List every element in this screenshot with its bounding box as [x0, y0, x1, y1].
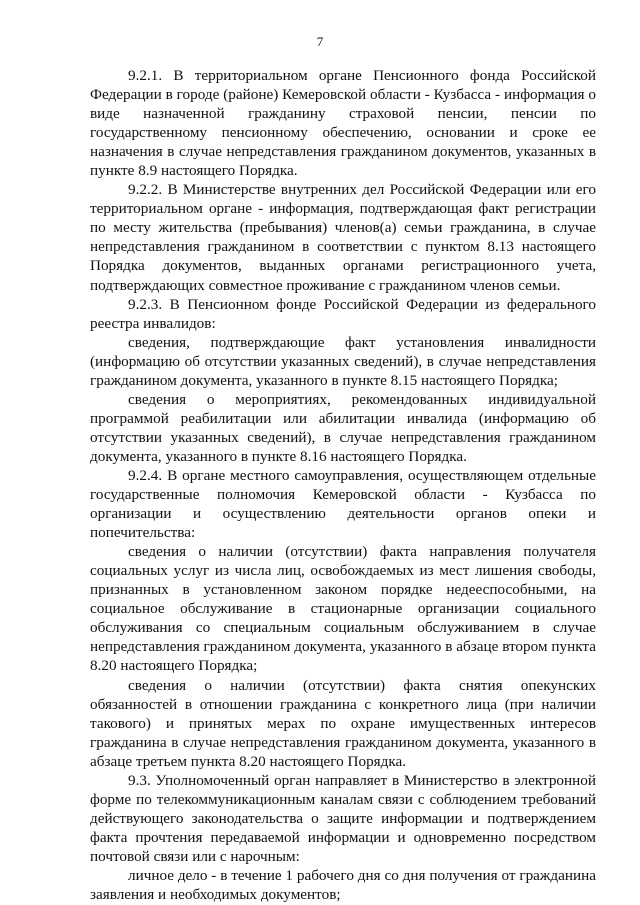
paragraph-9-3: 9.3. Уполномоченный орган направляет в Министерство в электронной форме по телекоммуникационным каналам связи с соблюдением требований действующего законодательства о защите информации и подтверждением факта прочтения передаваемой информации и одновременно посредством почтовой связи или с нарочным:	[90, 771, 596, 865]
paragraph-guardianship-info: сведения о наличии (отсутствии) факта снятия опекунских обязанностей в отношении гражданина с конкретного лица (при наличии такового) и принятых мерах по охране имущественных интересов гражданина в случае непредставления гражданином документа, указанного в абзаце третьем пункта 8.20 настоящего Порядка.	[90, 676, 596, 770]
paragraph-9-2-4: 9.2.4. В органе местного самоуправления, осуществляющем отдельные государственные полномочия Кемеровской области - Кузбасса по организации и осуществлению деятельности органов опеки и попечительства:	[90, 466, 596, 542]
paragraph-9-2-3: 9.2.3. В Пенсионном фонде Российской Федерации из федерального реестра инвалидов:	[90, 295, 596, 332]
page-number: 7	[316, 34, 324, 49]
paragraph-9-2-2: 9.2.2. В Министерстве внутренних дел Российской Федерации или его территориальном органе - информация, подтверждающая факт регистрации по месту жительства (пребывания) членов(а) семьи гражданина, в случае непредставления гражданином в соответствии с пунктом 8.13 настоящего Порядка документов, выданных органами регистрационного учета, подтверждающих совместное проживание с гражданином членов семьи.	[90, 181, 596, 294]
paragraph-9-2-1: 9.2.1. В территориальном органе Пенсионного фонда Российской Федерации в городе (районе) Кемеровской области - Кузбасса - информация о виде назначенной гражданину страховой пенсии, пенсии по государственному пенсионному обеспечению, основании и сроке ее назначения в случае непредставления гражданином документов, указанных в пункте 8.9 настоящего Порядка.	[90, 67, 596, 180]
paragraph-rehabilitation-info: сведения о мероприятиях, рекомендованных индивидуальной программой реабилитации или абилитации инвалида (информацию об отсутствии указанных сведений), в случае непредставления гражданином документа, указанного в пункте 8.16 настоящего Порядка.	[90, 390, 596, 465]
paragraph-disability-info: сведения, подтверждающие факт установления инвалидности (информацию об отсутствии указанных сведений), в случае непредставления гражданином документа, указанного в пункте 8.15 настоящего Порядка;	[90, 333, 596, 389]
paragraph-personal-file: личное дело - в течение 1 рабочего дня со дня получения от гражданина заявления и необходимых документов;	[90, 866, 596, 904]
paragraph-referral-info: сведения о наличии (отсутствии) факта направления получателя социальных услуг из числа лиц, освобождаемых из мест лишения свободы, признанных в установленном законом порядке недееспособными, на социальное обслуживание в стационарные организации социального обслуживания со специальным социальным обслуживанием в случае непредставления гражданином документа, указанного в абзаце втором пункта 8.20 настоящего Порядка;	[90, 543, 596, 675]
document-body	[90, 66, 596, 904]
